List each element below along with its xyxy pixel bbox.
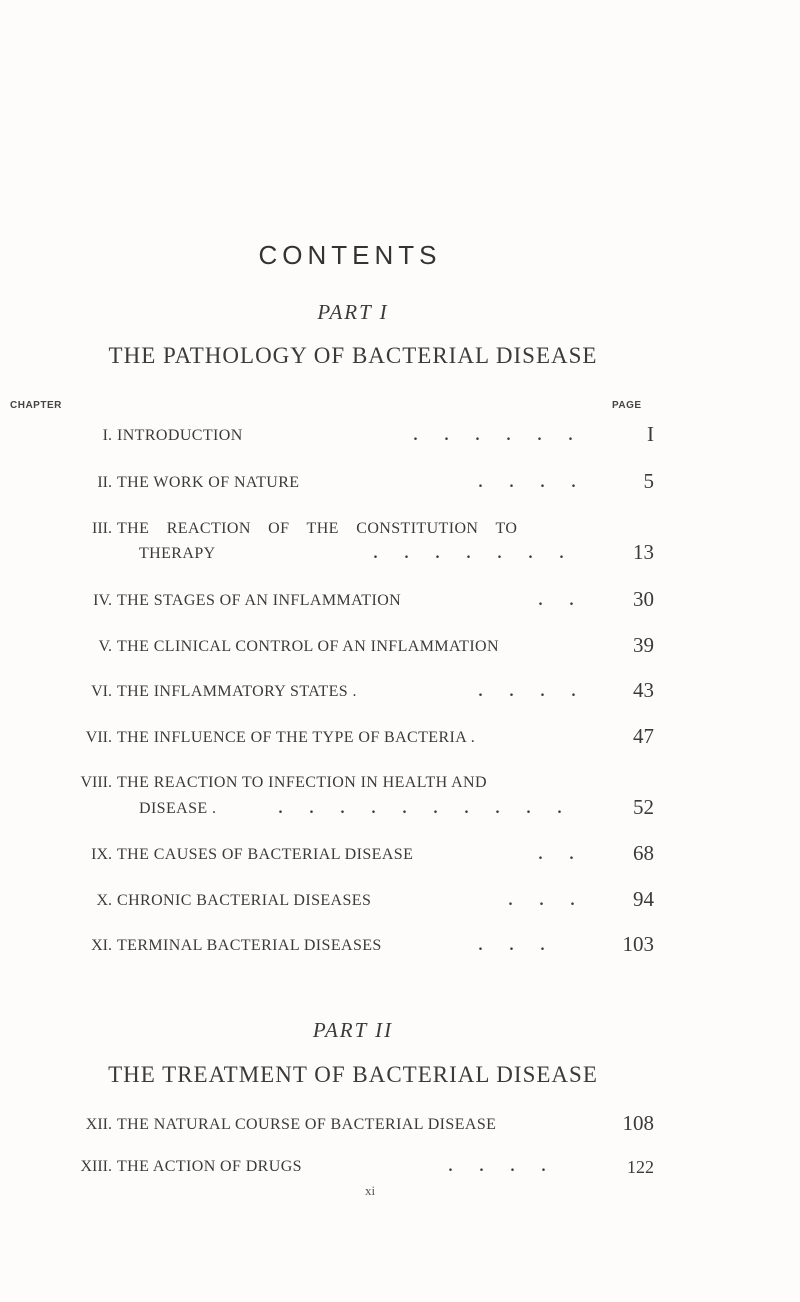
- chapter-number: V.: [98, 638, 112, 655]
- toc-entry: [0, 772, 800, 800]
- dot-leader: . . . . . .: [413, 427, 573, 444]
- chapter-title: THE REACTION OF THE CONSTITUTION TO: [117, 520, 518, 537]
- dot-leader: . . .: [478, 937, 545, 954]
- dot-leader: . . . . . . .: [373, 545, 564, 562]
- page-folio: xi: [364, 1183, 376, 1198]
- chapter-number: IV.: [93, 592, 112, 609]
- toc-entry: [0, 587, 800, 618]
- toc-entry: [0, 518, 800, 546]
- dot-leader: . . . .: [478, 474, 576, 491]
- page-title: CONTENTS: [258, 240, 442, 270]
- part-label: PART I: [317, 300, 389, 324]
- chapter-title: THE NATURAL COURSE OF BACTERIAL DISEASE: [117, 1116, 497, 1133]
- chapter-number: X.: [96, 892, 112, 909]
- toc-entry: [0, 1111, 800, 1142]
- toc-entry: [0, 724, 800, 755]
- page-number: 52: [633, 795, 654, 819]
- chapter-title: THE CAUSES OF BACTERIAL DISEASE: [117, 846, 414, 863]
- page-number: 94: [633, 887, 654, 911]
- chapter-title: THE REACTION TO INFECTION IN HEALTH AND: [117, 774, 487, 791]
- toc-entry: [0, 1156, 800, 1184]
- chapter-number: VIII.: [80, 774, 112, 791]
- page-number: I: [647, 422, 654, 446]
- page-number: 108: [622, 1111, 654, 1135]
- toc-entry: [0, 633, 800, 664]
- dot-leader: . .: [538, 846, 574, 863]
- chapter-title: THE CLINICAL CONTROL OF AN INFLAMMATION: [117, 638, 499, 655]
- toc-entry: [0, 932, 800, 963]
- page-number: 39: [633, 633, 654, 657]
- page-number: 47: [633, 724, 654, 748]
- chapter-title-continued: THERAPY: [139, 545, 216, 562]
- part-label: PART II: [312, 1018, 394, 1042]
- page-number: 13: [633, 540, 654, 564]
- dot-leader: . . . .: [478, 683, 576, 700]
- chapter-number: II.: [97, 474, 112, 491]
- chapter-column-header: CHAPTER: [10, 400, 62, 411]
- page-number: 43: [633, 678, 654, 702]
- chapter-title: THE ACTION OF DRUGS: [117, 1158, 302, 1175]
- chapter-title: THE INFLUENCE OF THE TYPE OF BACTERIA .: [117, 729, 476, 746]
- page-number: 30: [633, 587, 654, 611]
- page-column-header: PAGE: [612, 400, 642, 411]
- page-number: 5: [643, 469, 654, 493]
- dot-leader: . .: [538, 592, 574, 609]
- dot-leader: . . . .: [448, 1158, 546, 1175]
- page-number: 68: [633, 841, 654, 865]
- chapter-number: VI.: [91, 683, 112, 700]
- chapter-title: INTRODUCTION: [117, 427, 243, 444]
- toc-entry: [0, 841, 800, 872]
- page-number: 103: [622, 932, 654, 956]
- chapter-title: TERMINAL BACTERIAL DISEASES: [117, 937, 382, 954]
- chapter-number: XIII.: [80, 1158, 112, 1175]
- page-number: 122: [627, 1157, 654, 1177]
- dot-leader: . . . . . . . . . .: [278, 800, 562, 817]
- chapter-title: THE INFLAMMATORY STATES .: [117, 683, 357, 700]
- chapter-title-continued: DISEASE .: [139, 800, 217, 817]
- toc-entry-continued: [0, 540, 800, 571]
- chapter-title: THE STAGES OF AN INFLAMMATION: [117, 592, 402, 609]
- chapter-number: III.: [92, 520, 112, 537]
- toc-entry: [0, 678, 800, 709]
- toc-entry-continued: [0, 795, 800, 826]
- toc-entry: [0, 887, 800, 918]
- chapter-number: XI.: [91, 937, 112, 954]
- part-heading: THE PATHOLOGY OF BACTERIAL DISEASE: [108, 343, 598, 368]
- chapter-number: IX.: [91, 846, 112, 863]
- chapter-title: CHRONIC BACTERIAL DISEASES: [117, 892, 372, 909]
- chapter-number: VII.: [85, 729, 112, 746]
- part-heading: THE TREATMENT OF BACTERIAL DISEASE: [108, 1062, 598, 1087]
- chapter-number: XII.: [85, 1116, 112, 1133]
- toc-entry: [0, 469, 800, 500]
- dot-leader: . . .: [508, 892, 575, 909]
- chapter-number: I.: [102, 427, 112, 444]
- toc-entry: [0, 422, 800, 453]
- chapter-title: THE WORK OF NATURE: [117, 474, 300, 491]
